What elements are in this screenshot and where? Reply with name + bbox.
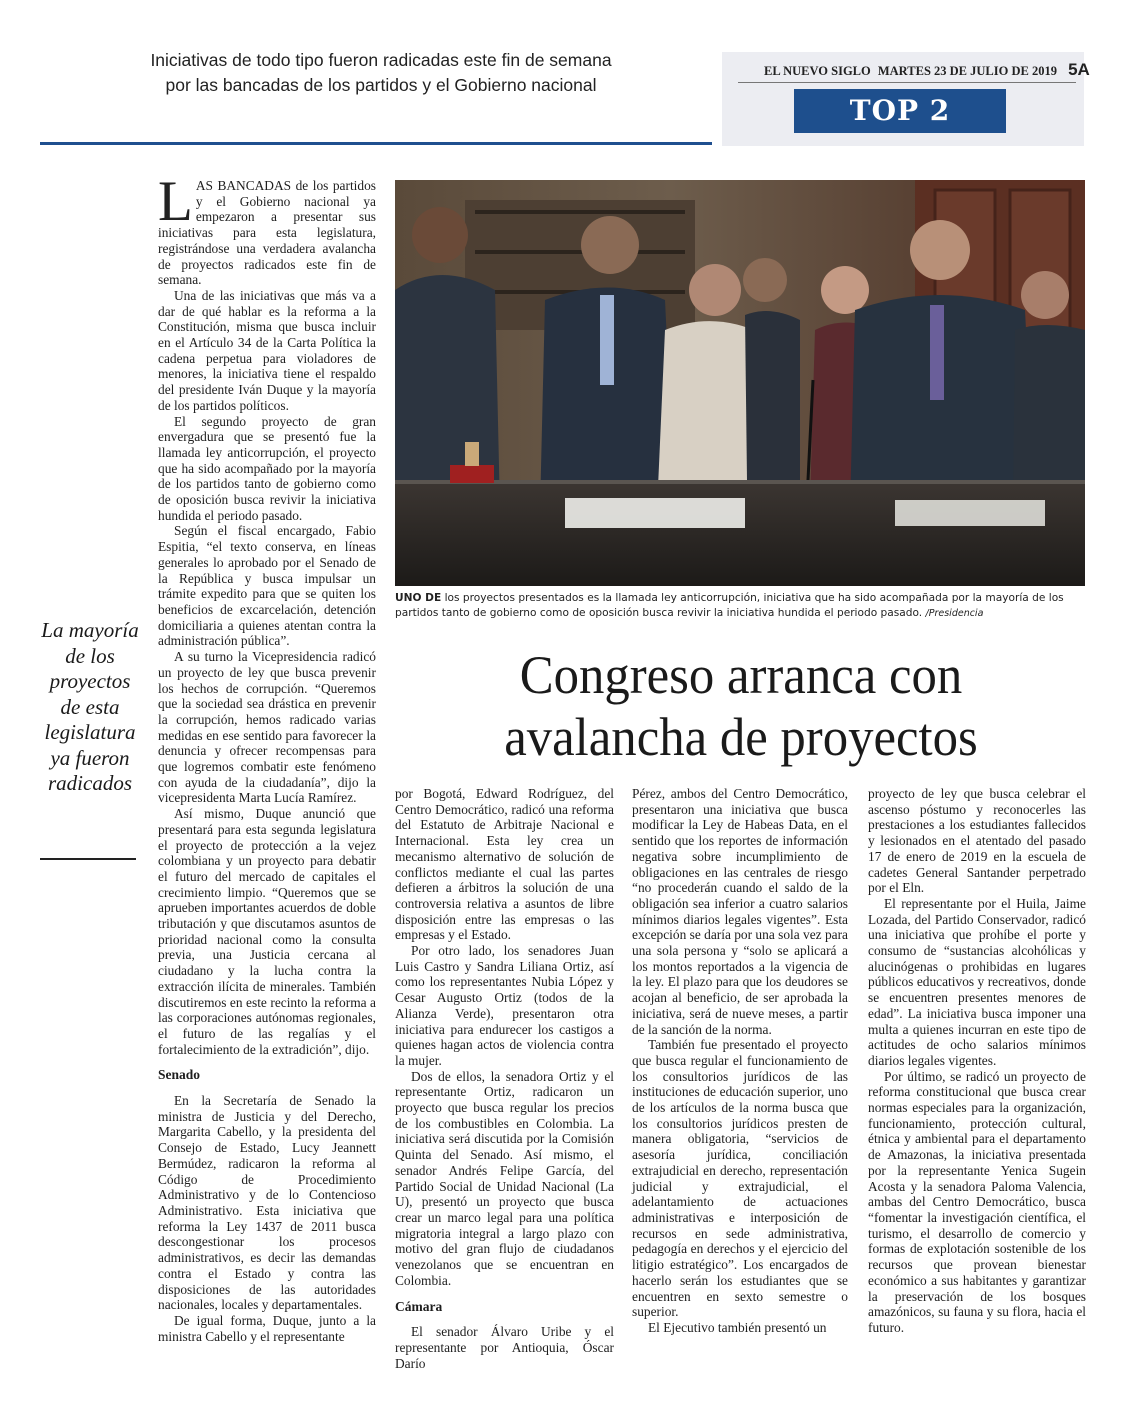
article-column-4 [868,786,1086,1336]
paragraph-text: de los partidos y el Gobierno nacional ya empezaron a presentar sus iniciativas para esta legislatura, registrándose una verdadera avalancha de proyectos radicados este fin de semana. [158,178,376,288]
masthead-rule [738,82,1076,83]
article-paragraph: Según el fiscal encargado, Fabio Espitia, “el texto conserva, en líneas generales lo aprobado por el Senado de la República y busca impulsar un trámite expedito para que se quiten los beneficios de excarcelación, detención domiciliaria a quienes atentan contra la administración pública”. [158,523,376,649]
caption-text: los proyectos presentados es la llamada ley anticorrupción, iniciativa que ha sido acompañada por la mayoría de los partidos tanto de gobierno como de oposición busca revivir la iniciativa hundida el periodo pasado. [395,592,1064,619]
article-paragraph: Por otro lado, los senadores Juan Luis Castro y Sandra Liliana Ortiz, así como los representantes Nubia López y Cesar Augusto Ortiz (todos de la Alianza Verde), presentaron otra iniciativa para endurecer los castigos a quienes hagan actos de violencia contra la mujer. [395,943,614,1068]
article-paragraph: También fue presentado el proyecto que busca regular el funcionamiento de los consultorios jurídicos de las instituciones de educación superior, uno de los artículos de la norma busca que los consultorios jurídicos presten de manera obligatoria, “servicios de asesoría jurídica, conciliación extrajudicial en derecho, representación judicial y extrajudicial, el adelantamiento de actuaciones administrativas e interposición de recursos en sede administrativa, pedagogía en derechos y el ejercicio del litigio estratégico”. Los encargados de hacerlo serán los estudiantes que se encuentren en sexto semestre o superior. [632,1037,848,1320]
header-rule [40,142,712,145]
article-paragraph: por Bogotá, Edward Rodríguez, del Centro Democrático, radicó una reforma del Estatuto de Arbitraje Nacional e Internacional. Esta ley crea un mecanismo alternativo de solución de conflictos mediante el cual las partes defieren a árbitros la solución de una controversia relativa a asuntos de libre disposición entre las empresas o las empresas y el Estado. [395,786,614,943]
article-paragraph [158,170,376,288]
photo-illustration [395,180,1085,586]
page-number: 5A [1068,60,1090,79]
headline: Congreso arranca con avalancha de proyectos [504,645,978,767]
issue-date: MARTES 23 DE JULIO DE 2019 [877,64,1057,78]
section-tag: TOP 2 [794,89,1006,133]
kicker-text: Iniciativas de todo tipo fueron radicadas este fin de semana por las bancadas de los partidos y el Gobierno nacional [150,50,612,95]
article-paragraph: A su turno la Vicepresidencia radicó un proyecto de ley que busca prevenir los hechos de corrupción. “Queremos que la sociedad sea drástica en prevenir la corrupción, hemos radicado varias medidas en ese sentido para favorecer la denuncia y ofrecer recompensas para que logremos combatir este fenómeno con ayuda de la ciudadanía”, dijo la vicepresidenta Marta Lucía Ramírez. [158,649,376,806]
publication-name: EL NUEVO SIGLO [764,64,871,78]
article-column-2 [395,786,614,1371]
article-paragraph: Una de las iniciativas que más va a dar de qué hablar es la reforma a la Constitución, misma que busca incluir en el Artículo 34 de la Carta Política la cadena perpetua para violadores de menores, la iniciativa tiene el respaldo del presidente Iván Duque y la mayoría de los partidos políticos. [158,287,376,413]
article-column-1 [158,170,376,1344]
caption-lead: UNO DE [395,592,442,604]
article-paragraph: Así mismo, Duque anunció que presentará para esta segunda legislatura el proyecto de protección a la vejez colombiana y un proyecto para debatir el futuro del mercado de capitales el crecimiento limpio. “Queremos que se aprueben importantes acuerdos de doble tributación y que discutamos asuntos de prioridad nacional como la consulta previa, una Justicia cercana al ciudadano y la lucha contra la extracción ilícita de minerales. También discutiremos en este recinto la reforma a las corporaciones autónomas regionales, el futuro de las regalías y el fortalecimiento de la extradición”, dijo. [158,806,376,1057]
photo-credit: /Presidencia [925,608,984,619]
pull-quote-rule [40,858,136,860]
article-paragraph: El segundo proyecto de gran envergadura que se presentó fue la llamada ley anticorrupción, el proyecto que ha sido acompañado por la mayoría de los partidos tanto de gobierno como de oposición busca revivir la iniciativa hundida el periodo pasado. [158,413,376,523]
masthead-line [764,60,1090,80]
pull-quote: La mayoría de los proyectos de esta legislatura ya fueron radicados [41,618,139,795]
article-paragraph: El Ejecutivo también presentó un [648,1319,827,1335]
subheading-senado: Senado [158,1067,201,1083]
article-paragraph: Por último, se radicó un proyecto de reforma constitucional que busca crear normas especiales para la organización, funcionamiento, protección cultural, étnica y ambiental para el departamento de Amazonas, la iniciativa presentada por la representante Yenica Sugein Acosta y la senadora Paloma Valencia, ambas del Centro Democrático, busca “fomentar la investigación científica, el turismo, el desarrollo de comercio y formas de explotación sostenible de los recursos que provean bienestar económico a sus habitantes y garantizar la preservación de los bosques amazónicos, su fauna y su flora, hacia el futuro. [868,1068,1086,1335]
photo-caption [395,591,1085,621]
lead-caps: AS BANCADAS [195,178,292,193]
article-paragraph: El senador Álvaro Uribe y el representante por Antioquia, Óscar Darío [395,1324,614,1371]
masthead [722,52,1090,146]
article-paragraph: De igual forma, Duque, junto a la ministra Cabello y el representante [158,1312,376,1344]
subheading-camara: Cámara [395,1298,443,1314]
article-paragraph: En la Secretaría de Senado la ministra de Justicia y del Derecho, Margarita Cabello, y la presidenta del Consejo de Estado, Lucy Jeannett Bermúdez, radicaron la reforma al Código de Procedimiento Administrativo y de lo Contencioso Administrativo. Esta iniciativa que reforma la Ley 1437 de 2011 busca descongestionar los procesos administrativos, es decir las demandas contra el Estado y contra las disposiciones de las autoridades nacionales, locales y departamentales. [158,1093,376,1313]
article-paragraph: proyecto de ley que busca celebrar el ascenso póstumo y reconocerles las prestaciones a los estudiantes fallecidos y lesionados en el atentado del pasado 17 de enero de 2019 en la escuela de cadetes General Santander perpetrado por el Eln. [868,786,1086,896]
article-paragraph: Pérez, ambos del Centro Democrático, presentaron una iniciativa que busca modificar la Ley de Habeas Data, en el sentido que los reportes de información negativa sobre incumplimiento de obligaciones en las centrales de riesgo “no procederán cuando el saldo de la obligación sea inferior a cuatro salarios mínimos diarios legales vigentes”. Esta excepción se daría por una sola vez para una sola persona y “solo se aplicará a los montos reportados a la vigencia de la ley. El plazo para que los deudores se acojan al beneficio, de ser aprobada la iniciativa, será de nueve meses, a partir de la sanción de la norma. [632,786,849,1037]
drop-cap: L [158,170,193,233]
article-paragraph: Dos de ellos, la senadora Ortiz y el representante Ortiz, radicaron un proyecto que busca regular los precios de los combustibles en Colombia. La iniciativa será discutida por la Comisión Quinta del Senado. Así mismo, el senador Andrés Felipe García, del Partido Social de Unidad Nacional (La U), presentó un proyecto que busca crear un marco legal para una política migratoria integral a largo plazo con motivo del gran flujo de ciudadanos venezolanos que se encuentran en Colombia. [395,1068,614,1288]
article-column-3 [632,786,848,1336]
article-paragraph: El representante por el Huila, Jaime Lozada, del Partido Conservador, radicó una iniciativa que prohíbe el porte y consumo de “sustancias alcohólicas y alucinógenas o prohibidas en lugares públicos educativos y recreativos, donde se encuentren presentes menores de edad”. La iniciativa busca imponer una multa a quienes incurran en este tipo de actitudes de ocho salarios mínimos diarios legales vigentes. [868,895,1086,1068]
news-photo [395,180,1085,586]
